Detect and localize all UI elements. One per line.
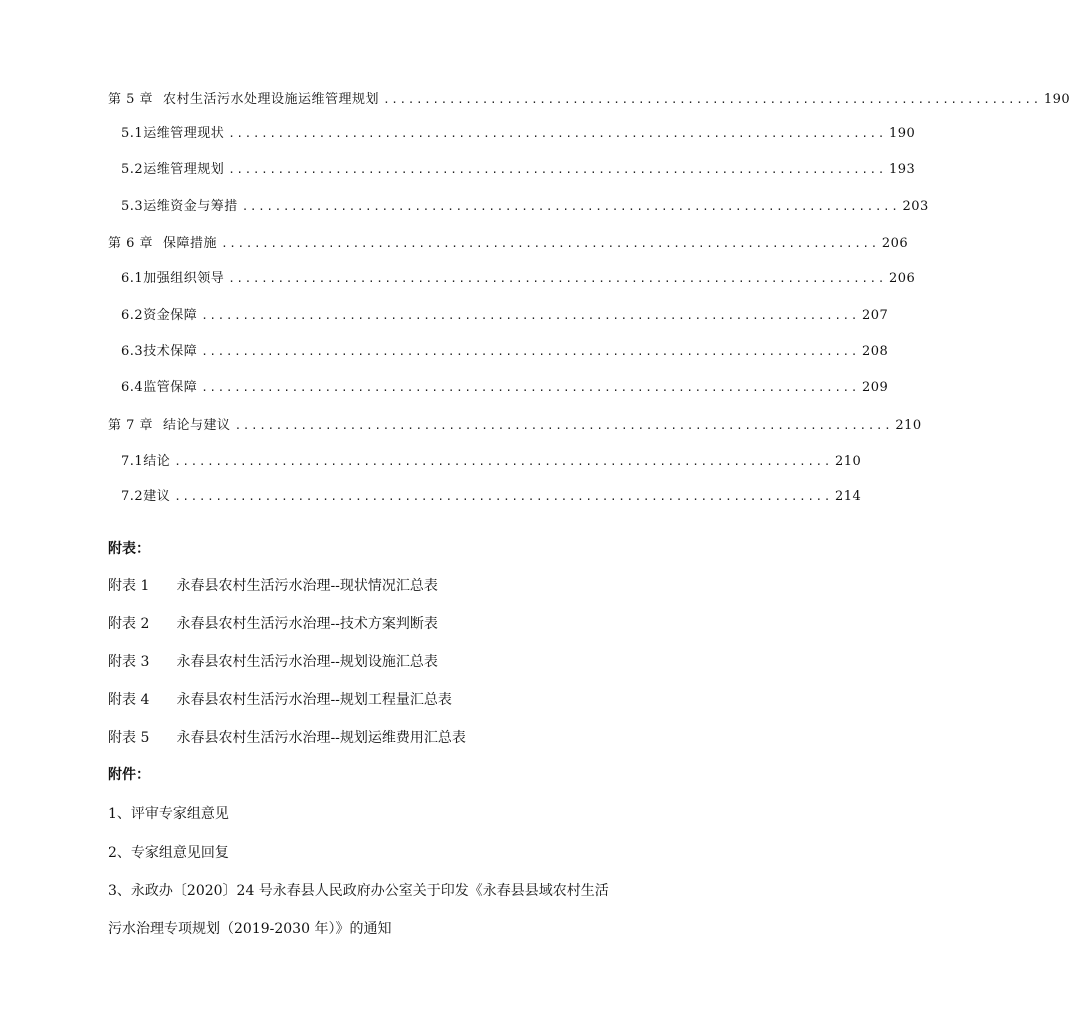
appendix-table-title: 永春县农村生活污水治理--技术方案判断表 (176, 616, 438, 632)
appendix-table-item[interactable] (108, 727, 466, 749)
attachments-heading: 附件： (108, 767, 150, 783)
toc-leader-dots: ................................................................................ (228, 127, 887, 140)
toc-number: 第 7 章 (108, 418, 154, 433)
toc-chapter-7[interactable] (108, 415, 922, 437)
toc-number: 7.2 (121, 489, 144, 504)
toc-number: 6.3 (121, 344, 144, 359)
toc-title: 运维管理现状 (143, 126, 225, 141)
toc-leader-dots: ................................................................................ (228, 163, 887, 176)
toc-number: 6.2 (121, 308, 144, 323)
appendix-table-title: 永春县农村生活污水治理--规划工程量汇总表 (176, 692, 452, 708)
toc-leader-dots: ................................................................................ (234, 419, 893, 432)
appendix-tables-heading: 附表： (108, 541, 150, 557)
toc-number: 6.1 (121, 271, 144, 286)
toc-number: 5.2 (121, 162, 144, 177)
toc-page-number: 193 (889, 162, 916, 177)
toc-page-number: 210 (835, 454, 862, 469)
toc-page-number: 206 (881, 236, 909, 251)
toc-title: 资金保障 (143, 308, 198, 323)
toc-page-number: 206 (889, 271, 916, 286)
toc-section-7-1[interactable] (121, 451, 862, 473)
appendix-table-item[interactable] (108, 651, 438, 673)
toc-page-number: 209 (862, 380, 889, 395)
toc-title: 农村生活污水处理设施运维管理规划 (163, 92, 380, 107)
toc-title: 结论与建议 (163, 418, 231, 433)
appendix-table-label: 附表 1 (108, 578, 150, 594)
toc-leader-dots: ................................................................................ (201, 381, 860, 394)
toc-page-number: 207 (862, 308, 889, 323)
toc-leader-dots: ................................................................................ (221, 237, 879, 250)
toc-page-number: 203 (902, 199, 929, 214)
toc-chapter-5[interactable] (108, 89, 1070, 111)
toc-page-number: 208 (862, 344, 889, 359)
toc-section-6-3[interactable] (121, 341, 889, 363)
toc-title: 监管保障 (143, 380, 198, 395)
appendix-table-label: 附表 2 (108, 616, 150, 632)
toc-section-5-3[interactable] (121, 196, 929, 218)
toc-section-5-1[interactable] (121, 123, 916, 145)
toc-leader-dots: ................................................................................ (228, 272, 887, 285)
toc-section-6-1[interactable] (121, 268, 916, 290)
toc-page-number: 210 (895, 418, 922, 433)
attachment-item-continuation: 污水治理专项规划（2019-2030 年）》的通知 (108, 921, 392, 937)
toc-title: 运维资金与筹措 (143, 199, 238, 214)
toc-page-number: 190 (889, 126, 916, 141)
toc-section-5-2[interactable] (121, 159, 916, 181)
toc-title: 技术保障 (143, 344, 198, 359)
appendix-table-label: 附表 4 (108, 692, 150, 708)
toc-number: 5.3 (121, 199, 144, 214)
toc-section-6-4[interactable] (121, 377, 889, 399)
attachment-item[interactable]: 3、永政办〔2020〕24 号永春县人民政府办公室关于印发《永春县县域农村生活 (108, 883, 609, 899)
toc-leader-dots: ................................................................................ (241, 200, 900, 213)
toc-number: 7.1 (121, 454, 144, 469)
toc-chapter-6[interactable] (108, 233, 909, 255)
toc-page-number: 190 (1043, 92, 1070, 107)
toc-leader-dots: ................................................................................ (174, 455, 833, 468)
attachment-item[interactable]: 1、评审专家组意见 (108, 806, 229, 822)
toc-title: 加强组织领导 (143, 271, 225, 286)
appendix-table-item[interactable] (108, 575, 438, 597)
appendix-table-title: 永春县农村生活污水治理--规划设施汇总表 (176, 654, 438, 670)
toc-title: 结论 (143, 454, 171, 469)
toc-leader-dots: ................................................................................ (201, 309, 860, 322)
toc-title: 保障措施 (163, 236, 218, 251)
toc-number: 第 5 章 (108, 92, 154, 107)
appendix-table-item[interactable] (108, 689, 452, 711)
appendix-table-label: 附表 3 (108, 654, 150, 670)
attachment-item[interactable]: 2、专家组意见回复 (108, 845, 229, 861)
appendix-table-label: 附表 5 (108, 730, 150, 746)
toc-number: 6.4 (121, 380, 144, 395)
toc-leader-dots: ................................................................................ (383, 93, 1041, 106)
toc-leader-dots: ................................................................................ (174, 490, 833, 503)
toc-number: 第 6 章 (108, 236, 154, 251)
toc-section-6-2[interactable] (121, 305, 889, 327)
toc-title: 运维管理规划 (143, 162, 225, 177)
appendix-table-title: 永春县农村生活污水治理--现状情况汇总表 (176, 578, 438, 594)
appendix-table-title: 永春县农村生活污水治理--规划运维费用汇总表 (176, 730, 466, 746)
appendix-table-item[interactable] (108, 613, 438, 635)
toc-leader-dots: ................................................................................ (201, 345, 860, 358)
toc-number: 5.1 (121, 126, 144, 141)
toc-section-7-2[interactable] (121, 486, 862, 508)
toc-page-number: 214 (835, 489, 862, 504)
toc-title: 建议 (143, 489, 171, 504)
